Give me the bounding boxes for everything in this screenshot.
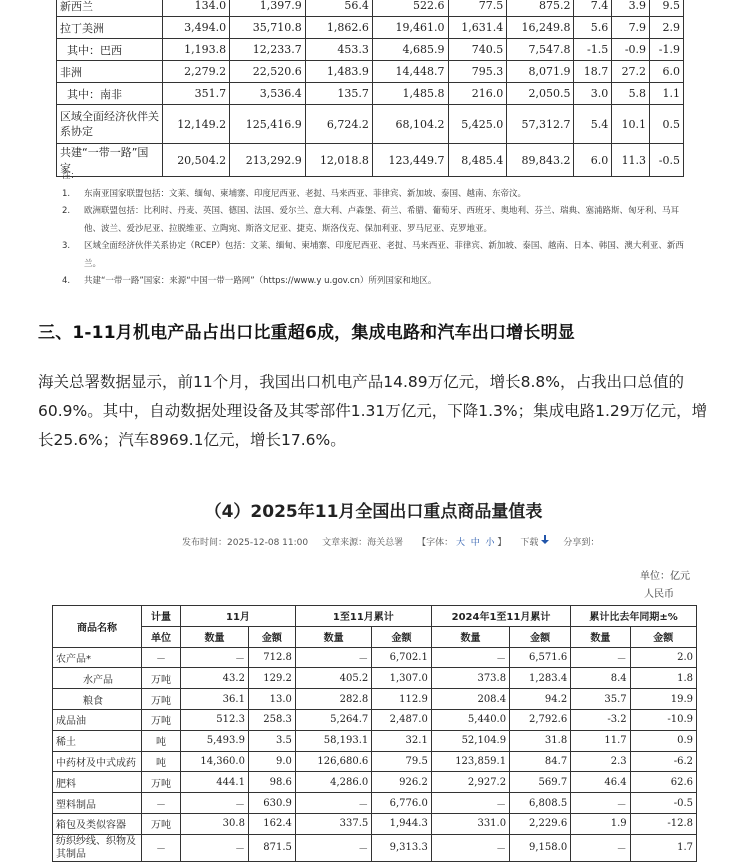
cell-value: 630.9 <box>248 793 295 814</box>
cell-value: 405.2 <box>295 668 371 689</box>
cell-value: 31.8 <box>510 730 571 751</box>
cell-value: 2.0 <box>630 647 696 668</box>
cell-value: 89,843.2 <box>507 144 574 177</box>
cell-value: -0.5 <box>650 144 684 177</box>
cell-value: － <box>295 834 371 861</box>
table-row <box>53 647 697 668</box>
row-name: 拉丁美洲 <box>57 17 163 39</box>
cell-value: － <box>571 793 630 814</box>
goods-export-table <box>52 605 697 862</box>
table-row <box>53 793 697 814</box>
cell-value: 871.5 <box>248 834 295 861</box>
note-number: 4. <box>62 276 71 286</box>
table-row <box>53 689 697 710</box>
note-number: 2. <box>62 206 71 216</box>
unit-line-2: 人民币 <box>644 589 674 600</box>
cell-value: 5.8 <box>612 83 650 105</box>
header-prev: 2024年1至11月累计 <box>431 606 570 627</box>
cell-value: 84.7 <box>510 751 571 772</box>
table-row <box>53 834 697 861</box>
goods-name: 塑料制品 <box>53 793 142 814</box>
cell-value: 16,249.8 <box>507 17 574 39</box>
goods-unit: － <box>142 793 181 814</box>
header-name: 商品名称 <box>53 606 142 648</box>
cell-value: 46.4 <box>571 772 630 793</box>
cell-value: 7.9 <box>612 17 650 39</box>
cell-value: 453.3 <box>305 39 372 61</box>
note-item <box>62 273 684 291</box>
goods-unit: 万吨 <box>142 772 181 793</box>
cell-value: 35.7 <box>571 689 630 710</box>
cell-value: 8,485.4 <box>448 144 507 177</box>
goods-name: 稀土 <box>53 730 142 751</box>
note-text: 共建“一带一路”国家：来源“中国一带一路网”（https://www.y u.gov.cn）所列国家和地区。 <box>84 276 437 286</box>
cell-value: 2,229.6 <box>510 813 571 834</box>
cell-value: 11.7 <box>571 730 630 751</box>
cell-value: -0.9 <box>612 39 650 61</box>
cell-value: 8.4 <box>571 668 630 689</box>
cell-value: 282.8 <box>295 689 371 710</box>
cell-value: 9,313.3 <box>372 834 432 861</box>
cell-value: -3.2 <box>571 709 630 730</box>
table-row <box>57 17 684 39</box>
note-item <box>62 238 684 273</box>
note-text: 欧洲联盟包括：比利时、丹麦、英国、德国、法国、爱尔兰、意大利、卢森堡、荷兰、希腊、葡萄牙、西班牙、奥地利、芬兰、瑞典、塞浦路斯、匈牙利、马耳他、波兰、爱沙尼亚、拉脱维亚、立陶宛、斯洛文尼亚、捷克、斯洛伐克、保加利亚、罗马尼亚、克罗地亚。 <box>84 206 680 234</box>
row-name: 区域全面经济伙伴关系协定 <box>57 105 163 144</box>
cell-value: 19.9 <box>630 689 696 710</box>
cell-value: -1.5 <box>574 39 612 61</box>
font-mid-link[interactable]: 中 <box>470 538 480 548</box>
cell-value: -0.5 <box>630 793 696 814</box>
cell-value: 258.3 <box>248 709 295 730</box>
cell-value: 36.1 <box>181 689 249 710</box>
header-unit-top: 计量 <box>142 606 181 627</box>
cell-value: 3,494.0 <box>163 17 230 39</box>
cell-value: 0.5 <box>650 105 684 144</box>
cell-value: 56.4 <box>305 0 372 17</box>
cell-value: － <box>295 647 371 668</box>
cell-value: 14,360.0 <box>181 751 249 772</box>
cell-value: － <box>181 793 249 814</box>
cell-value: 6,571.6 <box>510 647 571 668</box>
cell-value: 2,487.0 <box>372 709 432 730</box>
cell-value: 4,286.0 <box>295 772 371 793</box>
cell-value: 20,504.2 <box>163 144 230 177</box>
cell-value: 5,425.0 <box>448 105 507 144</box>
cell-value: 1,483.9 <box>305 61 372 83</box>
goods-unit: 万吨 <box>142 813 181 834</box>
header-qty: 数量 <box>181 626 249 647</box>
cell-value: 331.0 <box>431 813 509 834</box>
cell-value: － <box>431 647 509 668</box>
cell-value: 12,233.7 <box>230 39 306 61</box>
cell-value: 58,193.1 <box>295 730 371 751</box>
cell-value: 135.7 <box>305 83 372 105</box>
cell-value: 57,312.7 <box>507 105 574 144</box>
cell-value: 98.6 <box>248 772 295 793</box>
table-row <box>53 730 697 751</box>
cell-value: 6,808.5 <box>510 793 571 814</box>
goods-name: 粮食 <box>53 689 142 710</box>
cell-value: 3.0 <box>574 83 612 105</box>
cell-value: 4,685.9 <box>372 39 448 61</box>
cell-value: 22,520.6 <box>230 61 306 83</box>
cell-value: 9,158.0 <box>510 834 571 861</box>
article-source: 文章来源：海关总署 <box>322 538 404 548</box>
region-trade-table <box>56 0 684 177</box>
cell-value: 2.9 <box>650 17 684 39</box>
table-row <box>57 83 684 105</box>
note-number: 1. <box>62 188 71 199</box>
cell-value: 2,927.2 <box>431 772 509 793</box>
share-label[interactable]: 分享到： <box>563 538 600 548</box>
cell-value: 5,440.0 <box>431 709 509 730</box>
cell-value: 712.8 <box>248 647 295 668</box>
cell-value: 1,485.8 <box>372 83 448 105</box>
font-small-link[interactable]: 小 <box>485 538 495 548</box>
cell-value: 9.0 <box>248 751 295 772</box>
goods-unit: － <box>142 647 181 668</box>
cell-value: 5.6 <box>574 17 612 39</box>
cell-value: 43.2 <box>181 668 249 689</box>
cell-value: 10.1 <box>612 105 650 144</box>
cell-value: 3.5 <box>248 730 295 751</box>
cell-value: 12,018.8 <box>305 144 372 177</box>
unit-line-1: 单位：亿元 <box>640 571 690 582</box>
goods-name: 纺织纱线、织物及其制品 <box>53 834 142 861</box>
cell-value: -6.2 <box>630 751 696 772</box>
font-large-link[interactable]: 大 <box>456 538 466 548</box>
cell-value: 1,631.4 <box>448 17 507 39</box>
cell-value: 1,307.0 <box>372 668 432 689</box>
cell-value: 2,792.6 <box>510 709 571 730</box>
notes-title: 注： <box>62 171 80 181</box>
goods-name: 农产品* <box>53 647 142 668</box>
cell-value: 0.9 <box>630 730 696 751</box>
cell-value: 112.9 <box>372 689 432 710</box>
cell-value: 6.0 <box>650 61 684 83</box>
goods-table-title: （4）2025年11月全国出口重点商品量值表 <box>204 502 543 522</box>
download-button[interactable] <box>520 535 549 548</box>
font-size-label: 【字体： <box>417 538 454 548</box>
cell-value: 77.5 <box>448 0 507 17</box>
cell-value: 740.5 <box>448 39 507 61</box>
cell-value: 14,448.7 <box>372 61 448 83</box>
table-row <box>53 813 697 834</box>
table-row <box>53 709 697 730</box>
cell-value: 1,193.8 <box>163 39 230 61</box>
cell-value: 126,680.6 <box>295 751 371 772</box>
header-amt: 金额 <box>248 626 295 647</box>
cell-value: 32.1 <box>372 730 432 751</box>
cell-value: 7,547.8 <box>507 39 574 61</box>
note-item <box>62 186 684 204</box>
table-row <box>53 751 697 772</box>
header-qty: 数量 <box>295 626 371 647</box>
cell-value: 6.0 <box>574 144 612 177</box>
cell-value: 1,397.9 <box>230 0 306 17</box>
cell-value: 216.0 <box>448 83 507 105</box>
header-amt: 金额 <box>510 626 571 647</box>
row-name: 新西兰 <box>57 0 163 17</box>
note-text: 东南亚国家联盟包括：文莱、缅甸、柬埔寨、印度尼西亚、老挝、马来西亚、菲律宾、新加坡、泰国、越南、东帝汶。 <box>84 188 527 199</box>
header-qty: 数量 <box>571 626 630 647</box>
cell-value: － <box>295 793 371 814</box>
cell-value: 6,702.1 <box>372 647 432 668</box>
table-row <box>57 61 684 83</box>
cell-value: 123,449.7 <box>372 144 448 177</box>
cell-value: 134.0 <box>163 0 230 17</box>
note-text: 区域全面经济伙伴关系协定（RCEP）包括：文莱、缅甸、柬埔寨、印度尼西亚、老挝、马来西亚、菲律宾、新加坡、泰国、越南、日本、韩国、澳大利亚、新西兰。 <box>84 241 684 269</box>
cell-value: 1.7 <box>630 834 696 861</box>
cell-value: -12.8 <box>630 813 696 834</box>
header-amt: 金额 <box>630 626 696 647</box>
cell-value: 373.8 <box>431 668 509 689</box>
goods-unit: 万吨 <box>142 689 181 710</box>
cell-value: 79.5 <box>372 751 432 772</box>
table-row <box>57 39 684 61</box>
goods-unit: 万吨 <box>142 668 181 689</box>
table-row <box>53 668 697 689</box>
goods-unit: 吨 <box>142 730 181 751</box>
cell-value: 125,416.9 <box>230 105 306 144</box>
goods-name: 水产品 <box>53 668 142 689</box>
table-row <box>57 0 684 17</box>
download-icon <box>541 535 549 545</box>
cell-value: 8,071.9 <box>507 61 574 83</box>
cell-value: 337.5 <box>295 813 371 834</box>
cell-value: 94.2 <box>510 689 571 710</box>
header-ytd: 1至11月累计 <box>295 606 431 627</box>
cell-value: － <box>571 647 630 668</box>
cell-value: 52,104.9 <box>431 730 509 751</box>
cell-value: 926.2 <box>372 772 432 793</box>
header-unit-bottom: 单位 <box>142 626 181 647</box>
header-yoy: 累计比去年同期±% <box>571 606 697 627</box>
row-name: 其中：南非 <box>57 83 163 105</box>
goods-unit: 万吨 <box>142 709 181 730</box>
cell-value: 3,536.4 <box>230 83 306 105</box>
font-size-end: 】 <box>497 538 507 548</box>
cell-value: 1.8 <box>630 668 696 689</box>
cell-value: － <box>431 834 509 861</box>
cell-value: 5.4 <box>574 105 612 144</box>
unit-note <box>640 568 690 604</box>
cell-value: 30.8 <box>181 813 249 834</box>
cell-value: 19,461.0 <box>372 17 448 39</box>
font-size-controls <box>417 535 506 548</box>
cell-value: 9.5 <box>650 0 684 17</box>
goods-unit: － <box>142 834 181 861</box>
cell-value: 6,776.0 <box>372 793 432 814</box>
cell-value: 5,493.9 <box>181 730 249 751</box>
table-row <box>57 105 684 144</box>
cell-value: 795.3 <box>448 61 507 83</box>
header-nov: 11月 <box>181 606 296 627</box>
cell-value: 11.3 <box>612 144 650 177</box>
cell-value: 1,283.4 <box>510 668 571 689</box>
cell-value: － <box>571 834 630 861</box>
note-item <box>62 203 684 238</box>
download-label: 下载 <box>520 538 539 548</box>
cell-value: -10.9 <box>630 709 696 730</box>
cell-value: 2,279.2 <box>163 61 230 83</box>
note-number: 3. <box>62 241 71 251</box>
cell-value: 444.1 <box>181 772 249 793</box>
cell-value: -1.9 <box>650 39 684 61</box>
cell-value: 13.0 <box>248 689 295 710</box>
cell-value: 2.3 <box>571 751 630 772</box>
cell-value: 208.4 <box>431 689 509 710</box>
cell-value: 5,264.7 <box>295 709 371 730</box>
publish-time: 发布时间：2025-12-08 11:00 <box>182 538 309 548</box>
cell-value: － <box>431 793 509 814</box>
section-paragraph: 海关总署数据显示，前11个月，我国出口机电产品14.89万亿元，增长8.8%，占我出口总值的60.9%。其中，自动数据处理设备及其零部件1.31万亿元，下降1.3%；集成电路1.29万亿元，增长25.6%；汽车8969.1亿元，增长17.6%。 <box>38 373 708 449</box>
cell-value: 68,104.2 <box>372 105 448 144</box>
cell-value: 62.6 <box>630 772 696 793</box>
row-name: 非洲 <box>57 61 163 83</box>
cell-value: 351.7 <box>163 83 230 105</box>
row-name: 共建“一带一路”国家 <box>57 144 163 177</box>
section-heading: 三、1-11月机电产品占出口比重超6成，集成电路和汽车出口增长明显 <box>38 323 575 343</box>
cell-value: 1.1 <box>650 83 684 105</box>
table-notes <box>62 168 684 291</box>
cell-value: 162.4 <box>248 813 295 834</box>
cell-value: 213,292.9 <box>230 144 306 177</box>
cell-value: 1.9 <box>571 813 630 834</box>
cell-value: 35,710.8 <box>230 17 306 39</box>
header-qty: 数量 <box>431 626 509 647</box>
cell-value: 27.2 <box>612 61 650 83</box>
cell-value: 129.2 <box>248 668 295 689</box>
table-row <box>53 772 697 793</box>
cell-value: 6,724.2 <box>305 105 372 144</box>
goods-name: 肥料 <box>53 772 142 793</box>
cell-value: 522.6 <box>372 0 448 17</box>
cell-value: 12,149.2 <box>163 105 230 144</box>
cell-value: － <box>181 647 249 668</box>
cell-value: 18.7 <box>574 61 612 83</box>
cell-value: 512.3 <box>181 709 249 730</box>
cell-value: 569.7 <box>510 772 571 793</box>
cell-value: 1,862.6 <box>305 17 372 39</box>
goods-unit: 吨 <box>142 751 181 772</box>
goods-name: 中药材及中式成药 <box>53 751 142 772</box>
cell-value: 1,944.3 <box>372 813 432 834</box>
row-name: 其中：巴西 <box>57 39 163 61</box>
article-meta-bar <box>182 535 599 548</box>
cell-value: 875.2 <box>507 0 574 17</box>
header-amt: 金额 <box>372 626 432 647</box>
cell-value: 7.4 <box>574 0 612 17</box>
cell-value: 123,859.1 <box>431 751 509 772</box>
goods-name: 成品油 <box>53 709 142 730</box>
cell-value: 3.9 <box>612 0 650 17</box>
goods-name: 箱包及类似容器 <box>53 813 142 834</box>
cell-value: － <box>181 834 249 861</box>
cell-value: 2,050.5 <box>507 83 574 105</box>
